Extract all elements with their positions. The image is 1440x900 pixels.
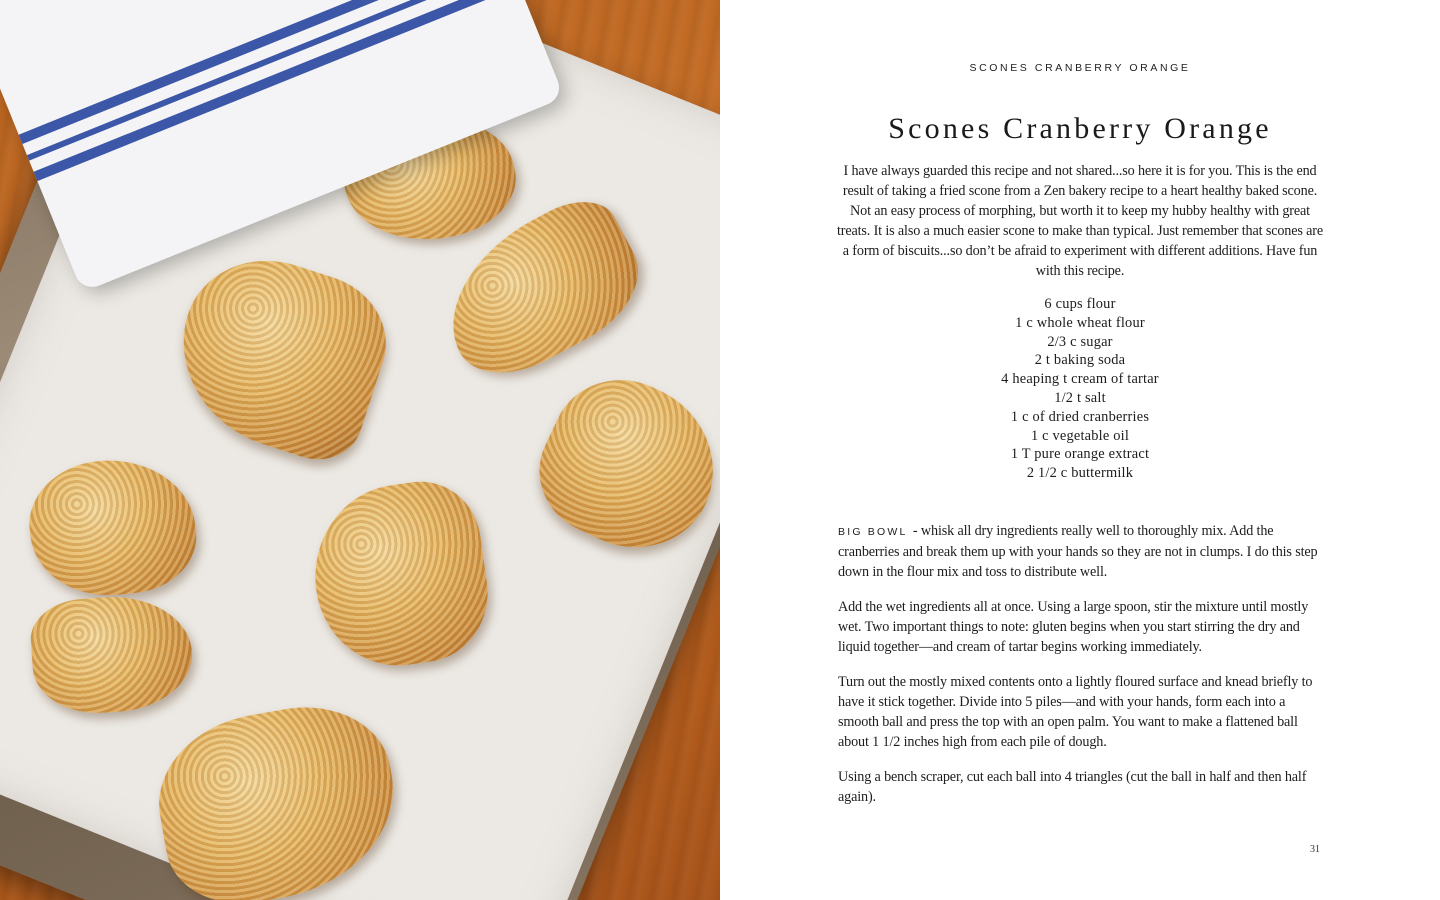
ingredient-item: 4 heaping t cream of tartar — [1001, 371, 1159, 388]
recipe-title: Scones Cranberry Orange — [888, 112, 1272, 145]
step-label: BIG BOWL — [838, 526, 908, 538]
ingredient-item: 2 t baking soda — [1034, 352, 1126, 369]
ingredient-item: 1/2 t salt — [1054, 389, 1106, 406]
page-number: 31 — [1310, 844, 1320, 855]
recipe-page — [720, 0, 1440, 900]
ingredient-item: 1 T pure orange extract — [1010, 446, 1150, 463]
step-paragraph — [838, 767, 1324, 807]
step-text: Add the wet ingredients all at once. Using a large spoon, stir the mixture until mostly wet. Two important things to note: gluten begins when you start stirring the dry and liquid together—and cream of tartar begins working immediately. — [838, 599, 1309, 655]
step-text: Using a bench scraper, cut each ball into 4 triangles (cut the ball in half and then half again). — [838, 769, 1307, 805]
ingredient-item: 2 1/2 c buttermilk — [1026, 465, 1134, 482]
recipe-intro: I have always guarded this recipe and not shared...so here it is for you. This is the end result of taking a fried scone from a Zen bakery recipe to a heart healthy baked scone. Not an easy process of morphing, but worth it to keep my hubby healthy with great treats. It is also a much easier scone to make than typical. Just remember that scones are a form of biscuits...so don’t be afraid to experiment with different additions. Have fun with this recipe. — [836, 163, 1324, 279]
ingredient-item: 1 c of dried cranberries — [1010, 408, 1150, 425]
ingredient-item: 6 cups flour — [1044, 296, 1116, 312]
ingredient-item: 1 c vegetable oil — [1030, 427, 1130, 444]
step-text: - whisk all dry ingredients really well to thoroughly mix. Add the cranberries and break them up with your hands so they are not in clumps. I do this step down in the flour mix and toss to distribute well. — [838, 523, 1318, 580]
step-paragraph — [838, 597, 1324, 657]
step-text: Turn out the mostly mixed contents onto a lightly floured surface and knead briefly to have it stick together. Divide into 5 piles—and with your hands, form each into a smooth ball and press the top with an open palm. You want to make a flattened ball about 1 1/2 inches high from each pile of dough. — [838, 674, 1313, 750]
ingredient-item: 2/3 c sugar — [1047, 333, 1113, 350]
ingredient-list — [720, 295, 1440, 483]
step-paragraph — [838, 521, 1324, 582]
running-head: SCONES CRANBERRY ORANGE — [969, 62, 1191, 74]
step-paragraph — [838, 672, 1324, 752]
ingredient-item: 1 c whole wheat flour — [1015, 314, 1145, 331]
recipe-steps — [838, 521, 1324, 822]
